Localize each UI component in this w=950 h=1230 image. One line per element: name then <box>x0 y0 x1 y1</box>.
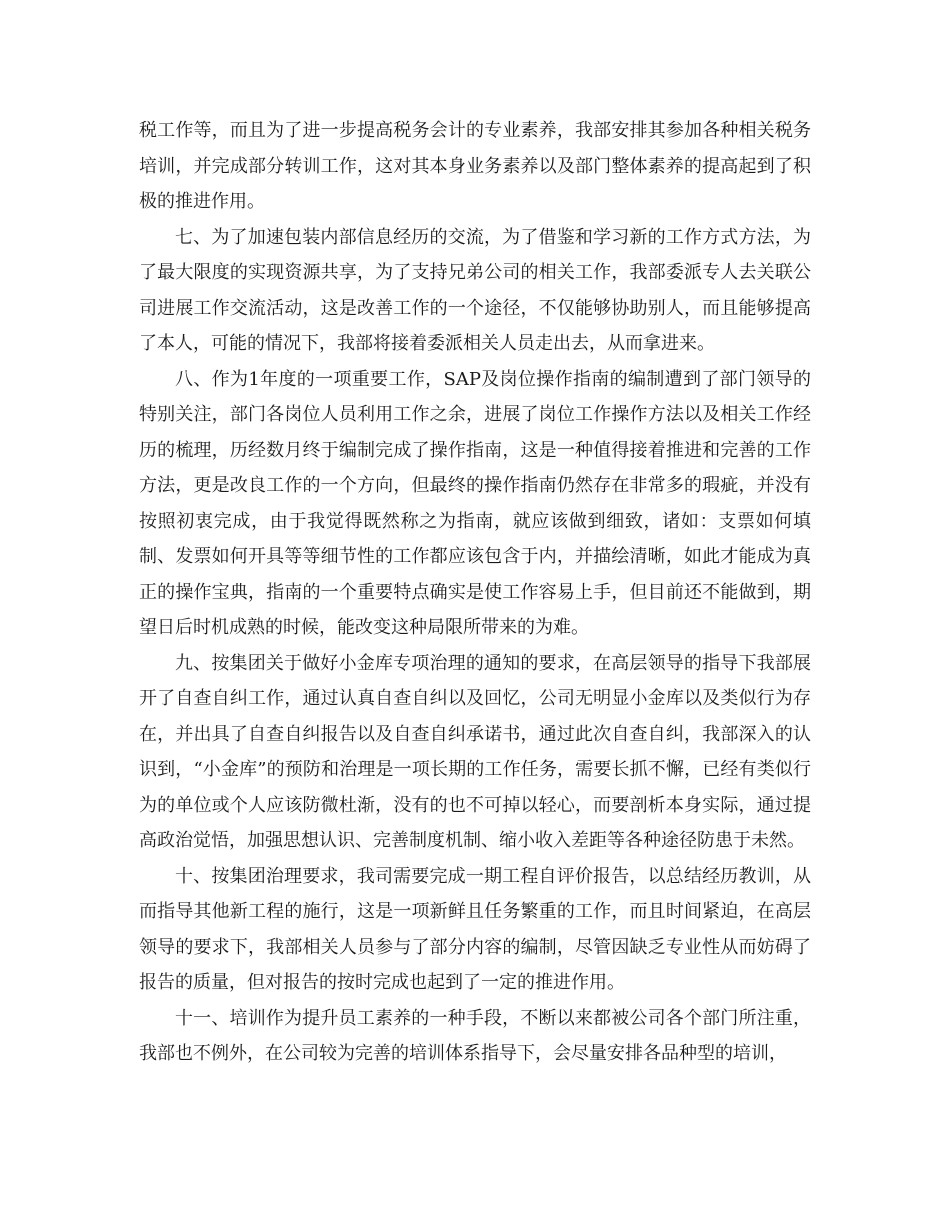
document-body <box>139 113 811 1072</box>
paragraph-nine: 九、按集团关于做好小金库专项治理的通知的要求，在高层领导的指导下我部展开了自查自纠工作，通过认真自查自纠以及回忆，公司无明显小金库以及类似行为存在，并出具了自查自纠报告以及自查自纠承诺书，通过此次自查自纠，我部深入的认识到，“小金库”的预防和治理是一项长期的工作任务，需要长抓不懈，已经有类似行为的单位或个人应该防微杜渐，没有的也不可掉以轻心，而要剖析本身实际，通过提高政治觉悟，加强思想认识、完善制度机制、缩小收入差距等各种途径防患于未然。 <box>139 652 811 851</box>
paragraph-tax-training: 税工作等，而且为了进一步提高税务会计的专业素养，我部安排其参加各种相关税务培训，并完成部分转训工作，这对其本身业务素养以及部门整体素养的提高起到了积极的推进作用。 <box>139 120 811 212</box>
paragraph-eight: 八、作为1年度的一项重要工作，SAP及岗位操作指南的编制遭到了部门领导的特别关注，部门各岗位人员利用工作之余，进展了岗位工作操作方法以及相关工作经历的梳理，历经数月终于编制完成了操作指南，这是一种值得接着推进和完善的工作方法，更是改良工作的一个方向，但最终的操作指南仍然存在非常多的瑕疵，并没有按照初衷完成，由于我觉得既然称之为指南，就应该做到细致，诸如：支票如何填制、发票如何开具等等细节性的工作都应该包含于内，并描绘清晰，如此才能成为真正的操作宝典，指南的一个重要特点确实是使工作容易上手，但目前还不能做到，期望日后时机成熟的时候，能改变这种局限所带来的为难。 <box>139 368 811 638</box>
paragraph-eleven: 十一、培训作为提升员工素养的一种手段，不断以来都被公司各个部门所注重，我部也不例外，在公司较为完善的培训体系指导下，会尽量安排各品种型的培训， <box>139 1007 811 1064</box>
paragraph-ten: 十、按集团治理要求，我司需要完成一期工程自评价报告，以总结经历教训，从而指导其他新工程的施行，这是一项新鲜且任务繁重的工作，而且时间紧迫，在高层领导的要求下，我部相关人员参与了部分内容的编制，尽管因缺乏专业性从而妨碍了报告的质量，但对报告的按时完成也起到了一定的推进作用。 <box>139 865 811 993</box>
paragraph-seven: 七、为了加速包装内部信息经历的交流，为了借鉴和学习新的工作方式方法，为了最大限度的实现资源共享，为了支持兄弟公司的相关工作，我部委派专人去关联公司进展工作交流活动，这是改善工作的一个途径，不仅能够协助别人，而且能够提高了本人，可能的情况下，我部将接着委派相关人员走出去，从而拿进来。 <box>139 226 811 354</box>
